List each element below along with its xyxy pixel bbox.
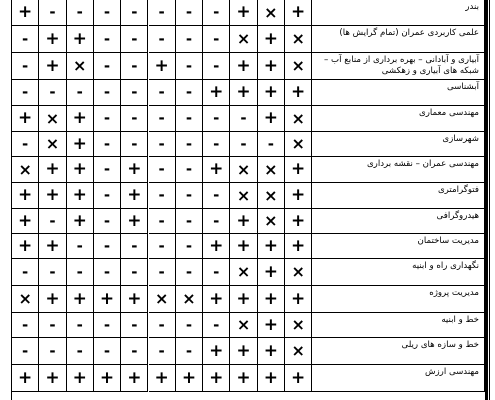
plus-mark: + <box>67 157 94 183</box>
minus-mark: - <box>94 26 121 53</box>
minus-mark: - <box>149 209 176 234</box>
plus-mark: + <box>285 183 312 209</box>
cross-mark: × <box>285 106 312 132</box>
plus-mark: + <box>230 338 257 365</box>
plus-mark: + <box>230 80 257 106</box>
cross-mark: × <box>285 132 312 157</box>
cross-mark: × <box>176 286 203 313</box>
plus-mark: + <box>203 80 230 106</box>
minus-mark: - <box>94 53 121 80</box>
minus-mark: - <box>67 0 94 26</box>
plus-mark: + <box>285 157 312 183</box>
minus-mark: - <box>203 132 230 157</box>
minus-mark: - <box>203 259 230 286</box>
plus-mark: + <box>39 365 66 392</box>
minus-mark: - <box>176 157 203 183</box>
minus-mark: - <box>121 338 148 365</box>
minus-mark: - <box>176 132 203 157</box>
plus-mark: + <box>12 183 39 209</box>
plus-mark: + <box>203 365 230 392</box>
table-left-border <box>11 0 12 400</box>
cross-mark: × <box>230 183 257 209</box>
cross-mark: × <box>258 0 285 26</box>
minus-mark: - <box>176 53 203 80</box>
plus-mark: + <box>258 365 285 392</box>
minus-mark: - <box>176 106 203 132</box>
minus-mark: - <box>176 338 203 365</box>
cross-mark: × <box>285 313 312 338</box>
minus-mark: - <box>39 80 66 106</box>
minus-mark: - <box>176 0 203 26</box>
minus-mark: - <box>203 183 230 209</box>
plus-mark: + <box>12 234 39 259</box>
minus-mark: - <box>230 106 257 132</box>
minus-mark: - <box>203 106 230 132</box>
minus-mark: - <box>203 313 230 338</box>
minus-mark: - <box>94 132 121 157</box>
minus-mark: - <box>121 80 148 106</box>
plus-mark: + <box>258 80 285 106</box>
plus-mark: + <box>285 209 312 234</box>
plus-mark: + <box>121 157 148 183</box>
plus-mark: + <box>230 0 257 26</box>
minus-mark: - <box>121 313 148 338</box>
cross-mark: × <box>285 53 312 80</box>
plus-mark: + <box>285 234 312 259</box>
row-label: بندر <box>312 0 485 26</box>
minus-mark: - <box>149 132 176 157</box>
plus-mark: + <box>203 286 230 313</box>
minus-mark: - <box>94 259 121 286</box>
plus-mark: + <box>12 365 39 392</box>
row-label: علمی کاربردی عمران (تمام گرایش ها) <box>312 26 485 53</box>
row-label: مهندسی معماری <box>312 106 485 132</box>
plus-mark: + <box>258 53 285 80</box>
minus-mark: - <box>149 234 176 259</box>
plus-mark: + <box>230 365 257 392</box>
plus-mark: + <box>67 132 94 157</box>
cross-mark: × <box>39 132 66 157</box>
plus-mark: + <box>39 234 66 259</box>
cross-mark: × <box>230 259 257 286</box>
minus-mark: - <box>94 338 121 365</box>
minus-mark: - <box>121 259 148 286</box>
minus-mark: - <box>12 80 39 106</box>
minus-mark: - <box>12 313 39 338</box>
plus-mark: + <box>67 183 94 209</box>
minus-mark: - <box>149 0 176 26</box>
cross-mark: × <box>12 286 39 313</box>
plus-mark: + <box>39 286 66 313</box>
minus-mark: - <box>149 26 176 53</box>
plus-mark: + <box>121 183 148 209</box>
minus-mark: - <box>176 259 203 286</box>
plus-mark: + <box>12 106 39 132</box>
minus-mark: - <box>203 53 230 80</box>
minus-mark: - <box>121 106 148 132</box>
plus-mark: + <box>67 106 94 132</box>
plus-mark: + <box>258 313 285 338</box>
minus-mark: - <box>176 234 203 259</box>
cross-mark: × <box>12 157 39 183</box>
minus-mark: - <box>176 26 203 53</box>
plus-mark: + <box>94 365 121 392</box>
cross-mark: × <box>67 53 94 80</box>
minus-mark: - <box>121 0 148 26</box>
minus-mark: - <box>39 313 66 338</box>
minus-mark: - <box>149 313 176 338</box>
plus-mark: + <box>285 0 312 26</box>
minus-mark: - <box>149 157 176 183</box>
plus-mark: + <box>121 365 148 392</box>
row-label: خط و ابنیه <box>312 313 485 338</box>
minus-mark: - <box>39 0 66 26</box>
page-edge-line <box>489 0 490 400</box>
minus-mark: - <box>203 26 230 53</box>
minus-mark: - <box>121 132 148 157</box>
cross-mark: × <box>258 157 285 183</box>
row-label: آبشناسی <box>312 80 485 106</box>
plus-mark: + <box>149 53 176 80</box>
cross-mark: × <box>230 157 257 183</box>
plus-mark: + <box>258 26 285 53</box>
minus-mark: - <box>94 209 121 234</box>
row-label: نگهداری راه و ابنیه <box>312 259 485 286</box>
plus-mark: + <box>258 338 285 365</box>
plus-mark: + <box>39 53 66 80</box>
row-label: مهندسی ارزش <box>312 365 485 392</box>
cross-mark: × <box>149 286 176 313</box>
plus-mark: + <box>67 209 94 234</box>
minus-mark: - <box>12 53 39 80</box>
table-right-border <box>485 0 488 400</box>
plus-mark: + <box>230 209 257 234</box>
plus-mark: + <box>230 53 257 80</box>
minus-mark: - <box>121 234 148 259</box>
plus-mark: + <box>94 286 121 313</box>
minus-mark: - <box>12 26 39 53</box>
minus-mark: - <box>203 0 230 26</box>
minus-mark: - <box>12 132 39 157</box>
minus-mark: - <box>176 209 203 234</box>
minus-mark: - <box>12 338 39 365</box>
plus-mark: + <box>230 286 257 313</box>
plus-mark: + <box>12 209 39 234</box>
minus-mark: - <box>39 338 66 365</box>
plus-mark: + <box>39 183 66 209</box>
minus-mark: - <box>94 0 121 26</box>
plus-mark: + <box>258 259 285 286</box>
plus-mark: + <box>230 234 257 259</box>
row-label: هیدروگرافی <box>312 209 485 234</box>
minus-mark: - <box>67 259 94 286</box>
minus-mark: - <box>176 80 203 106</box>
minus-mark: - <box>149 80 176 106</box>
plus-mark: + <box>12 0 39 26</box>
row-label: خط و سازه های ریلی <box>312 338 485 365</box>
cross-mark: × <box>230 26 257 53</box>
minus-mark: - <box>94 234 121 259</box>
minus-mark: - <box>39 209 66 234</box>
plus-mark: + <box>67 26 94 53</box>
plus-mark: + <box>121 286 148 313</box>
cross-mark: × <box>39 106 66 132</box>
minus-mark: - <box>121 26 148 53</box>
cross-mark: × <box>285 259 312 286</box>
minus-mark: - <box>149 259 176 286</box>
minus-mark: - <box>203 209 230 234</box>
eligibility-table <box>12 0 485 400</box>
minus-mark: - <box>67 80 94 106</box>
plus-mark: + <box>149 365 176 392</box>
row-label: شهرسازی <box>312 132 485 157</box>
row-label: آبیاری و آبادانی – بهره برداری از منابع آب – شبکه های آبیاری و زهکشی <box>312 53 485 80</box>
plus-mark: + <box>203 157 230 183</box>
minus-mark: - <box>176 313 203 338</box>
plus-mark: + <box>203 338 230 365</box>
minus-mark: - <box>94 183 121 209</box>
minus-mark: - <box>94 80 121 106</box>
minus-mark: - <box>39 259 66 286</box>
plus-mark: + <box>39 157 66 183</box>
minus-mark: - <box>12 259 39 286</box>
plus-mark: + <box>258 286 285 313</box>
minus-mark: - <box>230 132 257 157</box>
plus-mark: + <box>67 365 94 392</box>
cross-mark: × <box>258 183 285 209</box>
plus-mark: + <box>285 286 312 313</box>
row-label: فتوگرامتری <box>312 183 485 209</box>
plus-mark: + <box>285 365 312 392</box>
cross-mark: × <box>258 209 285 234</box>
minus-mark: - <box>94 157 121 183</box>
minus-mark: - <box>149 338 176 365</box>
cross-mark: × <box>230 313 257 338</box>
minus-mark: - <box>94 106 121 132</box>
plus-mark: + <box>67 286 94 313</box>
row-label: مدیریت ساختمان <box>312 234 485 259</box>
plus-mark: + <box>258 106 285 132</box>
minus-mark: - <box>67 313 94 338</box>
minus-mark: - <box>176 183 203 209</box>
plus-mark: + <box>203 234 230 259</box>
cross-mark: × <box>285 26 312 53</box>
plus-mark: + <box>285 80 312 106</box>
plus-mark: + <box>176 365 203 392</box>
minus-mark: - <box>67 234 94 259</box>
plus-mark: + <box>258 234 285 259</box>
minus-mark: - <box>94 313 121 338</box>
minus-mark: - <box>149 106 176 132</box>
row-label: مهندسی عمران – نقشه برداری <box>312 157 485 183</box>
minus-mark: - <box>149 183 176 209</box>
plus-mark: + <box>121 209 148 234</box>
minus-mark: - <box>258 132 285 157</box>
minus-mark: - <box>67 338 94 365</box>
plus-mark: + <box>39 26 66 53</box>
cross-mark: × <box>285 338 312 365</box>
row-label: مدیریت پروژه <box>312 286 485 313</box>
minus-mark: - <box>121 53 148 80</box>
